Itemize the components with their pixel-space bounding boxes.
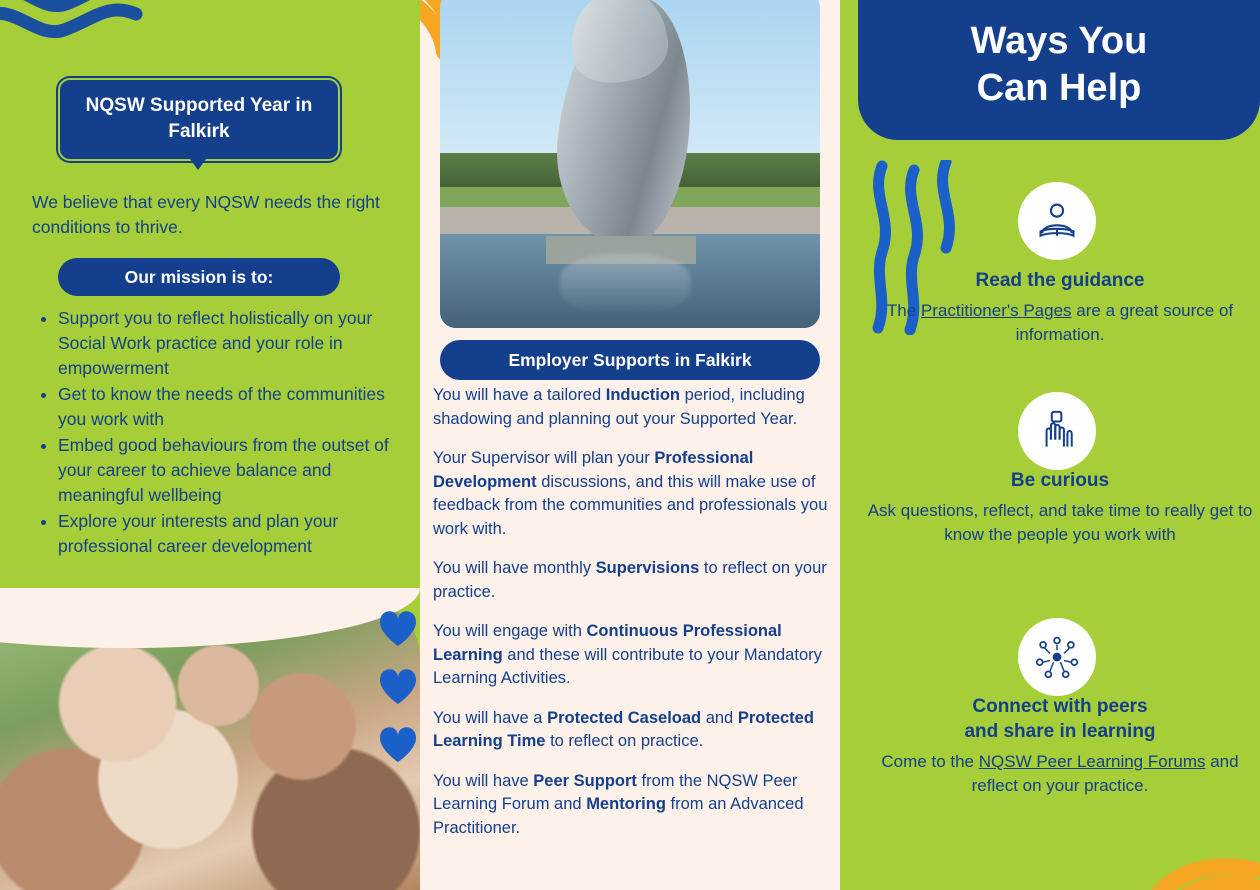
body-text: You will engage with	[433, 622, 587, 640]
emphasis-text: Protected Caseload	[547, 708, 702, 727]
body-text: to reflect on practice.	[545, 732, 704, 750]
people-network-icon	[1018, 618, 1096, 696]
body-text: from the NQSW Peer Learning Forum and	[433, 771, 798, 813]
header-line-1: Ways You	[970, 20, 1148, 62]
ways-you-can-help-header	[858, 0, 1260, 140]
block-text	[860, 299, 1260, 347]
blue-hearts-icon	[368, 604, 420, 784]
emphasis-text: Mentoring	[586, 795, 666, 813]
employer-supports-body	[433, 384, 840, 856]
block-text-before: The	[886, 301, 921, 320]
support-paragraph	[433, 557, 840, 604]
block-text-before: Come to the	[881, 752, 979, 771]
help-block-connect-peers	[860, 694, 1260, 798]
blue-squiggle-icon	[0, 0, 170, 60]
block-text-after: and reflect on your practice.	[971, 752, 1239, 795]
body-text: discussions, and this will make use of feedback from the communities and professionals you work with.	[433, 472, 828, 538]
support-paragraph	[433, 770, 840, 841]
emphasis-text: Supervisions	[595, 559, 700, 577]
emphasis-text: Induction	[605, 386, 680, 404]
block-title-line-2: and share in learning	[964, 721, 1156, 742]
photo-top-curve	[0, 588, 420, 648]
emphasis-text: Protected Learning Time	[433, 708, 814, 750]
employer-supports-pill: Employer Supports in Falkirk	[440, 340, 820, 380]
emphasis-text: Professional Development	[433, 449, 754, 491]
block-title: Be curious	[1010, 470, 1110, 491]
emphasis-text: Peer Support	[533, 771, 637, 790]
badge-pointer	[182, 148, 214, 170]
right-column	[840, 0, 1260, 890]
practitioners-pages-link[interactable]: Practitioner's Pages	[920, 301, 1072, 320]
support-paragraph	[433, 447, 840, 541]
block-title	[860, 694, 1260, 744]
block-text	[860, 750, 1260, 798]
water-reflection	[560, 254, 690, 314]
hands-together-photo	[0, 598, 420, 890]
body-text: and	[701, 708, 738, 727]
body-text: You will have a tailored	[433, 386, 606, 404]
support-paragraph	[433, 707, 840, 754]
list-item: • Explore your interests and plan your professional career development	[58, 509, 414, 559]
mission-pill: Our mission is to:	[58, 258, 340, 296]
block-text: Ask questions, reflect, and take time to really get to know the people you work with	[867, 501, 1253, 544]
support-paragraph	[433, 620, 840, 691]
header-line-2: Can Help	[976, 67, 1142, 109]
body-text: and these will contribute to your Mandatory Learning Activities.	[433, 645, 822, 687]
kelpies-sculpture-photo	[440, 0, 820, 328]
middle-column	[420, 0, 840, 890]
list-item: • Support you to reflect holistically on your Social Work practice and your role in empowerment	[58, 306, 414, 381]
left-column	[0, 0, 420, 890]
list-item: • Get to know the needs of the communities you work with	[58, 382, 414, 432]
block-text-after: are a great source of information.	[1015, 301, 1234, 344]
block-title-line-1: Connect with peers	[972, 696, 1148, 717]
body-text: Your Supervisor will plan your	[433, 449, 655, 467]
list-item: • Embed good behaviours from the outset of your career to achieve balance and meaningful wellbeing	[58, 433, 414, 508]
person-reading-icon	[1018, 182, 1096, 260]
support-paragraph	[433, 384, 840, 431]
nqsw-peer-learning-forums-link[interactable]: NQSW Peer Learning Forums	[978, 752, 1206, 771]
help-block-read-guidance	[860, 268, 1260, 347]
nqsw-badge-title: NQSW Supported Year in Falkirk	[85, 95, 313, 142]
body-text: from an Advanced Practitioner.	[433, 795, 804, 837]
body-text: You will have a	[433, 708, 548, 727]
help-block-be-curious	[860, 468, 1260, 547]
block-title: Read the guidance	[975, 270, 1145, 291]
raised-hands-icon	[1018, 392, 1096, 470]
body-text: to reflect on your practice.	[433, 559, 827, 601]
left-lead-text: We believe that every NQSW needs the right conditions to thrive.	[32, 192, 380, 237]
yellow-leaf-icon	[1150, 796, 1260, 890]
emphasis-text: Continuous Professional Learning	[433, 622, 782, 664]
body-text: period, including shadowing and planning out your Supported Year.	[433, 386, 805, 428]
mission-bullet-list	[32, 306, 414, 560]
body-text: You will have	[433, 771, 534, 790]
body-text: You will have monthly	[433, 559, 596, 577]
